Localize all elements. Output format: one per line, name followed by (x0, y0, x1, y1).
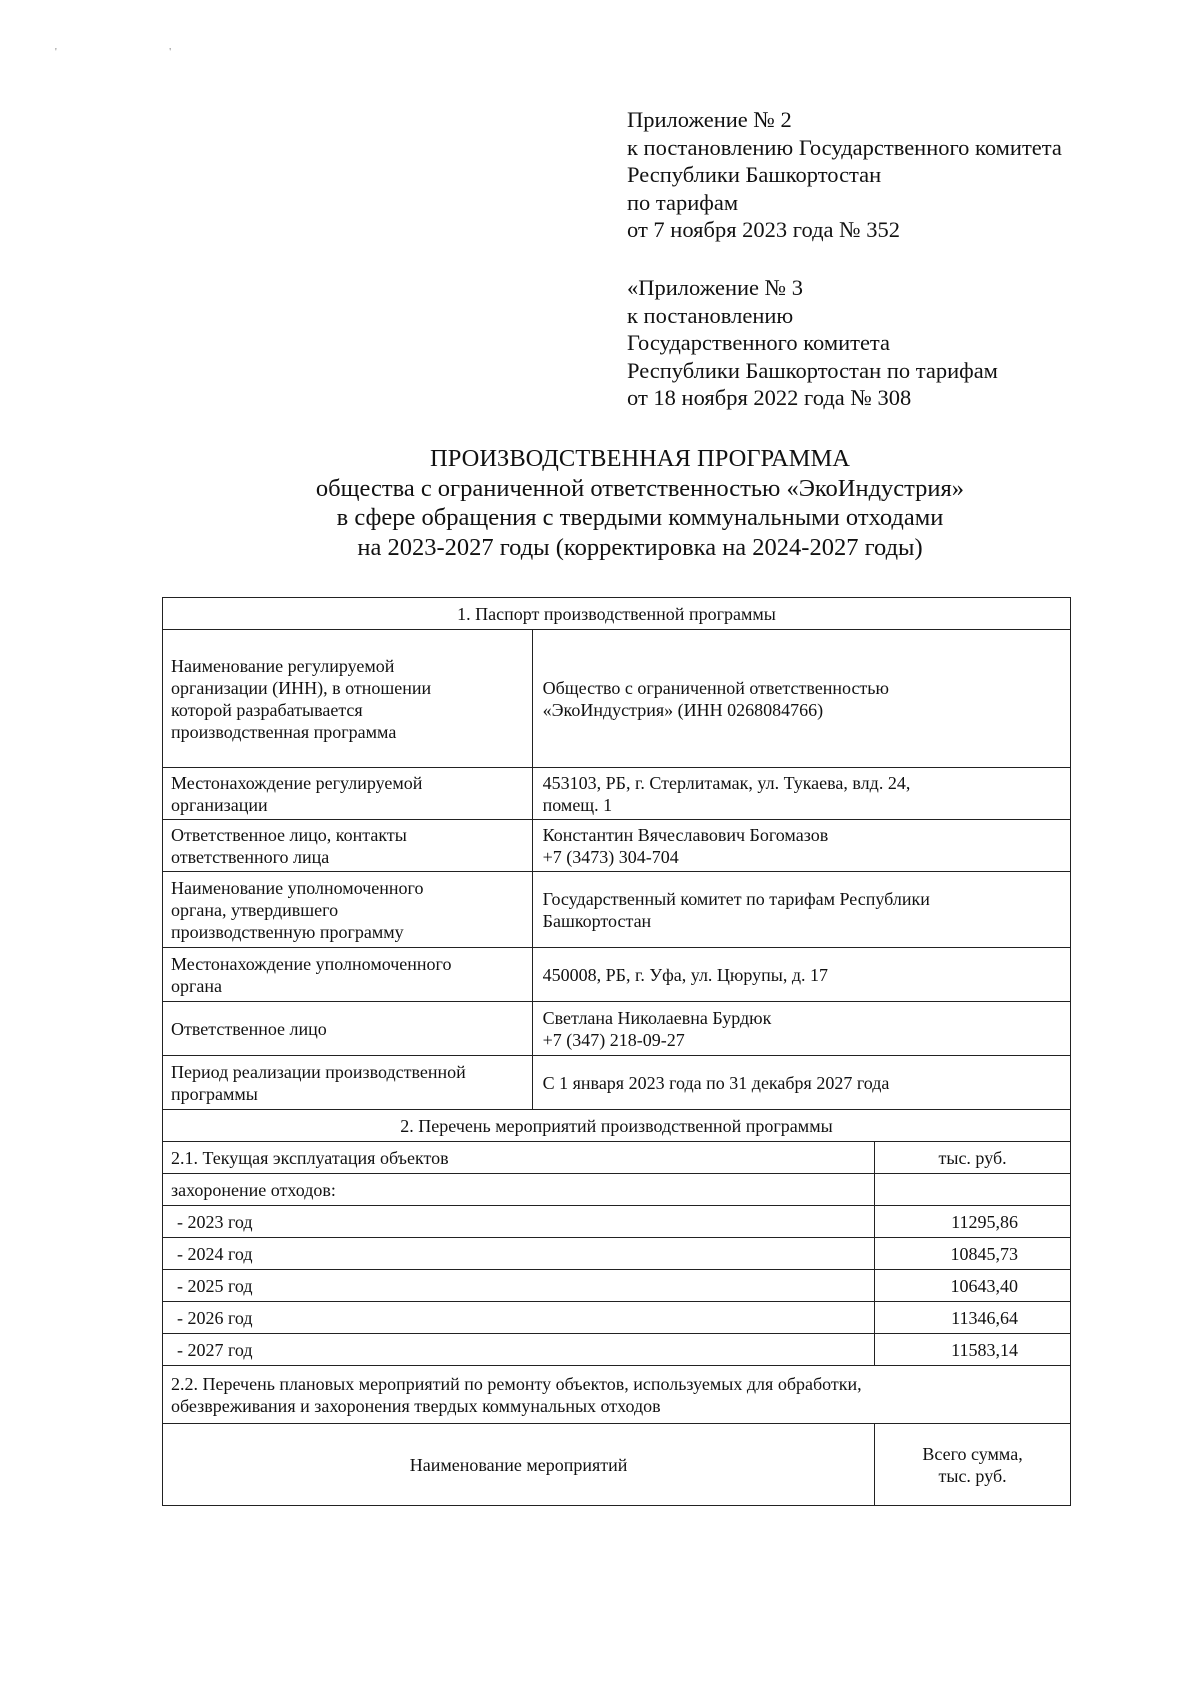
passport-value: 450008, РБ, г. Уфа, ул. Цюрупы, д. 17 (532, 948, 1070, 1002)
passport-label: Местонахождение уполномоченного органа (163, 948, 533, 1002)
year-amount: 11295,86 (875, 1206, 1071, 1238)
appendix-current-line: по тарифам (627, 189, 739, 215)
passport-label: Ответственное лицо (163, 1002, 533, 1056)
passport-label: Период реализации производственной программы (163, 1056, 533, 1110)
year-amount: 10845,73 (875, 1238, 1071, 1270)
total-sum-header: Всего сумма, тыс. руб. (875, 1424, 1071, 1506)
passport-value: 453103, РБ, г. Стерлитамак, ул. Тукаева, влд. 24, помещ. 1 (532, 768, 1070, 820)
appendix-current (627, 106, 1062, 244)
appendix-original-line: от 18 ноября 2022 года № 308 (627, 385, 912, 410)
appendix-current-line: Приложение № 2 (627, 107, 792, 132)
current-ops-label: 2.1. Текущая эксплуатация объектов (163, 1142, 875, 1174)
empty-cell (875, 1174, 1071, 1206)
scan-specks: ' ' (55, 47, 227, 58)
title-line: ПРОИЗВОДСТВЕННАЯ ПРОГРАММА (430, 445, 850, 472)
appendix-original-line: Государственного комитета (627, 330, 891, 355)
passport-header: 1. Паспорт производственной программы (163, 598, 1071, 630)
year-label: - 2025 год (163, 1270, 875, 1302)
year-amount: 11346,64 (875, 1302, 1071, 1334)
appendix-current-line: от 7 ноября 2023 года № 352 (627, 217, 900, 242)
year-label: - 2027 год (163, 1334, 875, 1366)
unit-label: тыс. руб. (875, 1142, 1071, 1174)
passport-label: Наименование регулируемой организации (ИНН), в отношении которой разрабатывается производственная программа (163, 630, 533, 768)
year-label: - 2026 год (163, 1302, 875, 1334)
year-amount: 11583,14 (875, 1334, 1071, 1366)
program-table (162, 597, 1071, 1506)
appendix-original-line: Республики Башкортостан по тарифам (627, 357, 998, 383)
passport-value: Общество с ограниченной ответственностью «ЭкоИндустрия» (ИНН 0268084766) (532, 630, 1070, 768)
year-label: - 2023 год (163, 1206, 875, 1238)
year-label: - 2024 год (163, 1238, 875, 1270)
document-title (160, 444, 1120, 562)
appendix-original-line: «Приложение № 3 (627, 275, 803, 300)
passport-value: Светлана Николаевна Бурдюк +7 (347) 218-09-27 (532, 1002, 1070, 1056)
activities-header: 2. Перечень мероприятий производственной программы (163, 1110, 1071, 1142)
passport-label: Наименование уполномоченного органа, утвердившего производственную программу (163, 872, 533, 948)
appendix-current-line: к постановлению Государственного комитета (627, 134, 1062, 160)
repairs-label: 2.2. Перечень плановых мероприятий по ремонту объектов, используемых для обработки, обезвреживания и захоронения твердых коммунальных отходов (163, 1366, 1071, 1424)
appendix-original (627, 274, 998, 412)
activity-name-header: Наименование мероприятий (163, 1424, 875, 1506)
passport-label: Местонахождение регулируемой организации (163, 768, 533, 820)
title-line: в сфере обращения с твердыми коммунальными отходами (336, 504, 944, 531)
appendix-original-line: к постановлению (627, 302, 794, 328)
title-line: на 2023-2027 годы (корректировка на 2024-2027 годы) (357, 533, 923, 561)
passport-value: Константин Вячеславович Богомазов +7 (3473) 304-704 (532, 820, 1070, 872)
year-amount: 10643,40 (875, 1270, 1071, 1302)
title-line: общества с ограниченной ответственностью «ЭкоИндустрия» (315, 474, 965, 502)
disposal-label: захоронение отходов: (163, 1174, 875, 1206)
passport-value: С 1 января 2023 года по 31 декабря 2027 года (532, 1056, 1070, 1110)
passport-label: Ответственное лицо, контакты ответственного лица (163, 820, 533, 872)
appendix-current-line: Республики Башкортостан (627, 162, 882, 187)
passport-value: Государственный комитет по тарифам Республики Башкортостан (532, 872, 1070, 948)
